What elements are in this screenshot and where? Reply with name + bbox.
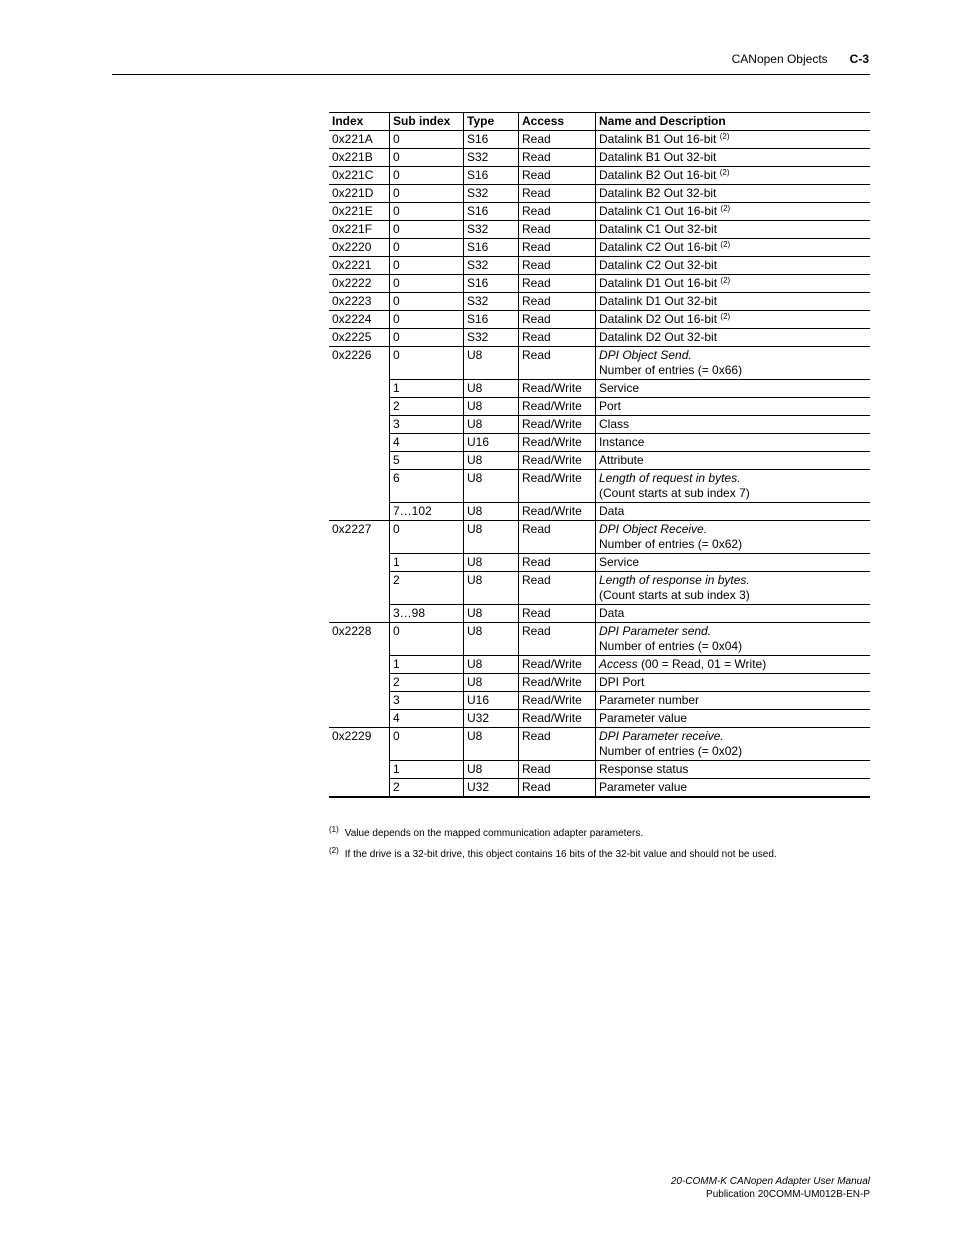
cell-index: 0x2223 [329, 293, 390, 311]
table-row [329, 311, 870, 329]
table-row [329, 605, 870, 623]
column-header: Index [329, 113, 390, 131]
cell-type: U8 [464, 380, 519, 398]
footnotes [329, 825, 870, 870]
footnote-ref: (2) [719, 132, 730, 141]
name-text: DPI Port [599, 675, 645, 689]
table-row [329, 656, 870, 674]
cell-type: S32 [464, 149, 519, 167]
cell-name-description [596, 416, 871, 434]
name-text: Datalink C1 Out 16-bit [599, 204, 718, 218]
cell-sub-index: 1 [390, 656, 464, 674]
name-text: Parameter value [599, 780, 688, 794]
name-text: Datalink C1 Out 32-bit [599, 222, 718, 236]
cell-sub-index: 0 [390, 623, 464, 656]
cell-sub-index: 0 [390, 347, 464, 380]
cell-index: 0x221F [329, 221, 390, 239]
cell-index: 0x2224 [329, 311, 390, 329]
name-text: Datalink B2 Out 16-bit [599, 168, 717, 182]
footnote-ref: (2) [720, 240, 731, 249]
table-row [329, 221, 870, 239]
name-italic-text: DPI Object Send. [599, 348, 692, 362]
cell-type: U8 [464, 347, 519, 380]
cell-index [329, 554, 390, 572]
cell-sub-index: 0 [390, 293, 464, 311]
cell-type: U8 [464, 623, 519, 656]
cell-index: 0x221D [329, 185, 390, 203]
table-header-row [329, 113, 870, 131]
cell-type: U8 [464, 521, 519, 554]
table-row [329, 452, 870, 470]
cell-index: 0x2221 [329, 257, 390, 275]
cell-sub-index: 0 [390, 167, 464, 185]
cell-name-description [596, 347, 871, 380]
column-header: Sub index [390, 113, 464, 131]
cell-name-description [596, 554, 871, 572]
cell-type: S32 [464, 293, 519, 311]
name-text: Service [599, 381, 640, 395]
cell-name-description [596, 257, 871, 275]
cell-sub-index: 0 [390, 275, 464, 293]
cell-sub-index: 0 [390, 185, 464, 203]
cell-index [329, 674, 390, 692]
cell-sub-index: 5 [390, 452, 464, 470]
table-row [329, 674, 870, 692]
cell-access: Read [519, 257, 596, 275]
cell-sub-index: 6 [390, 470, 464, 503]
description-line: Number of entries (= 0x02) [599, 744, 743, 758]
table-row [329, 623, 870, 656]
cell-name-description [596, 221, 871, 239]
name-text: Datalink D1 Out 16-bit [599, 276, 718, 290]
cell-name-description [596, 293, 871, 311]
cell-name-description [596, 710, 871, 728]
name-text: Datalink D2 Out 32-bit [599, 330, 718, 344]
cell-type: S16 [464, 131, 519, 149]
canopen-objects-table [329, 112, 870, 798]
cell-index: 0x2222 [329, 275, 390, 293]
table-row [329, 710, 870, 728]
cell-access: Read/Write [519, 503, 596, 521]
cell-name-description [596, 203, 871, 221]
name-italic-text: Access [599, 657, 638, 671]
cell-type: S32 [464, 221, 519, 239]
cell-access: Read [519, 761, 596, 779]
cell-sub-index: 2 [390, 398, 464, 416]
table-row [329, 293, 870, 311]
cell-index [329, 380, 390, 398]
table-row [329, 503, 870, 521]
table-body [329, 131, 870, 798]
name-text: Response status [599, 762, 689, 776]
cell-name-description [596, 275, 871, 293]
cell-access: Read [519, 521, 596, 554]
cell-name-description [596, 185, 871, 203]
cell-index [329, 398, 390, 416]
cell-index [329, 761, 390, 779]
cell-sub-index: 0 [390, 131, 464, 149]
cell-type: S16 [464, 311, 519, 329]
cell-sub-index: 0 [390, 221, 464, 239]
cell-sub-index: 7…102 [390, 503, 464, 521]
cell-access: Read [519, 221, 596, 239]
cell-type: U8 [464, 452, 519, 470]
table-row [329, 692, 870, 710]
cell-access: Read [519, 185, 596, 203]
description-line: Number of entries (= 0x62) [599, 537, 743, 551]
cell-type: S16 [464, 167, 519, 185]
cell-type: U16 [464, 692, 519, 710]
cell-name-description [596, 452, 871, 470]
cell-sub-index: 0 [390, 239, 464, 257]
section-title: CANopen Objects [731, 52, 828, 66]
name-text: Datalink B2 Out 32-bit [599, 186, 717, 200]
cell-index [329, 710, 390, 728]
name-text: Parameter value [599, 711, 688, 725]
cell-index [329, 503, 390, 521]
table-row [329, 167, 870, 185]
footnote-ref: (2) [720, 276, 731, 285]
cell-index [329, 656, 390, 674]
cell-sub-index: 0 [390, 311, 464, 329]
cell-type: U8 [464, 416, 519, 434]
cell-name-description [596, 605, 871, 623]
page-number: C-3 [849, 52, 869, 66]
name-text: Datalink D2 Out 16-bit [599, 312, 718, 326]
footnote-ref: (2) [719, 168, 730, 177]
cell-name-description [596, 239, 871, 257]
cell-access: Read [519, 347, 596, 380]
cell-type: S16 [464, 203, 519, 221]
cell-type: U32 [464, 710, 519, 728]
cell-index [329, 605, 390, 623]
cell-name-description [596, 329, 871, 347]
cell-sub-index: 1 [390, 761, 464, 779]
name-text: Attribute [599, 453, 644, 467]
cell-sub-index: 0 [390, 521, 464, 554]
cell-sub-index: 2 [390, 779, 464, 798]
name-text: Datalink C2 Out 32-bit [599, 258, 718, 272]
cell-index [329, 416, 390, 434]
table-row [329, 572, 870, 605]
cell-name-description [596, 398, 871, 416]
table-row [329, 275, 870, 293]
cell-index: 0x221E [329, 203, 390, 221]
cell-sub-index: 0 [390, 203, 464, 221]
cell-sub-index: 3 [390, 692, 464, 710]
table-row [329, 416, 870, 434]
name-italic-text: DPI Parameter send. [599, 624, 712, 638]
cell-index [329, 692, 390, 710]
cell-type: U8 [464, 572, 519, 605]
footnote-text: Value depends on the mapped communication adapter parameters. [344, 828, 644, 839]
table-row [329, 347, 870, 380]
cell-access: Read [519, 779, 596, 798]
cell-access: Read/Write [519, 470, 596, 503]
cell-index: 0x221B [329, 149, 390, 167]
page-header [732, 52, 869, 66]
cell-access: Read/Write [519, 380, 596, 398]
cell-index: 0x2228 [332, 624, 372, 638]
cell-type: U32 [464, 779, 519, 798]
cell-index: 0x221C [329, 167, 390, 185]
cell-access: Read/Write [519, 710, 596, 728]
table-row [329, 554, 870, 572]
table-row [329, 761, 870, 779]
name-text: Data [599, 606, 625, 620]
cell-type: U8 [464, 674, 519, 692]
cell-index [329, 434, 390, 452]
cell-access: Read [519, 554, 596, 572]
cell-index [329, 779, 390, 798]
table-row [329, 149, 870, 167]
cell-name-description [596, 623, 871, 656]
table-row [329, 203, 870, 221]
header-divider [112, 74, 870, 75]
name-text: Class [599, 417, 630, 431]
cell-sub-index: 0 [390, 329, 464, 347]
description-line: (Count starts at sub index 3) [599, 588, 750, 602]
footnote-mark: (2) [329, 846, 339, 855]
description-line: (Count starts at sub index 7) [599, 486, 750, 500]
cell-index: 0x2229 [332, 729, 372, 743]
table-row [329, 728, 870, 761]
cell-name-description [596, 131, 871, 149]
cell-access: Read [519, 605, 596, 623]
name-text: Service [599, 555, 640, 569]
cell-type: U8 [464, 398, 519, 416]
cell-access: Read [519, 167, 596, 185]
cell-name-description [596, 380, 871, 398]
cell-name-description [596, 470, 871, 503]
cell-access: Read [519, 293, 596, 311]
name-text: Parameter number [599, 693, 700, 707]
cell-name-description [596, 674, 871, 692]
footnote-mark: (1) [329, 825, 339, 834]
page-footer [671, 1175, 870, 1201]
cell-name-description [596, 434, 871, 452]
table-row [329, 521, 870, 554]
cell-sub-index: 0 [390, 257, 464, 275]
cell-type: U8 [464, 503, 519, 521]
cell-name-description [596, 761, 871, 779]
cell-type: S16 [464, 239, 519, 257]
cell-sub-index: 0 [390, 149, 464, 167]
footnote [329, 846, 870, 860]
cell-name-description [596, 779, 871, 798]
name-text: Instance [599, 435, 645, 449]
cell-name-description [596, 311, 871, 329]
cell-index: 0x2225 [329, 329, 390, 347]
cell-access: Read [519, 131, 596, 149]
cell-sub-index: 1 [390, 380, 464, 398]
cell-access: Read/Write [519, 674, 596, 692]
cell-name-description [596, 149, 871, 167]
column-header: Type [464, 113, 519, 131]
cell-access: Read [519, 329, 596, 347]
column-header: Access [519, 113, 596, 131]
cell-index [329, 470, 390, 503]
cell-type: U8 [464, 605, 519, 623]
cell-access: Read [519, 311, 596, 329]
cell-sub-index: 3 [390, 416, 464, 434]
cell-index: 0x2220 [329, 239, 390, 257]
cell-name-description [596, 503, 871, 521]
cell-index: 0x2227 [332, 522, 372, 536]
cell-index: 0x2226 [332, 348, 372, 362]
cell-access: Read/Write [519, 398, 596, 416]
cell-access: Read/Write [519, 452, 596, 470]
manual-title: 20-COMM-K CANopen Adapter User Manual [670, 1176, 870, 1187]
cell-name-description [596, 728, 871, 761]
cell-type: U8 [464, 728, 519, 761]
table-row [329, 779, 870, 798]
name-italic-text: Length of response in bytes. [599, 573, 750, 587]
name-italic-text: DPI Object Receive. [599, 522, 708, 536]
cell-access: Read/Write [519, 656, 596, 674]
description-line: Number of entries (= 0x66) [599, 363, 743, 377]
name-text: Datalink C2 Out 16-bit [599, 240, 718, 254]
name-italic-text: DPI Parameter receive. [599, 729, 724, 743]
cell-access: Read [519, 728, 596, 761]
cell-index [329, 452, 390, 470]
cell-access: Read/Write [519, 692, 596, 710]
cell-type: U8 [464, 761, 519, 779]
cell-sub-index: 4 [390, 434, 464, 452]
table-row [329, 239, 870, 257]
table-row [329, 131, 870, 149]
name-text: Data [599, 504, 625, 518]
cell-name-description [596, 521, 871, 554]
publication-number: Publication 20COMM-UM012B-EN-P [706, 1189, 870, 1200]
table-row [329, 380, 870, 398]
cell-access: Read [519, 203, 596, 221]
cell-type: U8 [464, 470, 519, 503]
cell-access: Read/Write [519, 416, 596, 434]
footnote-text: If the drive is a 32-bit drive, this object contains 16 bits of the 32-bit value and should not be used. [344, 849, 777, 860]
cell-type: S32 [464, 329, 519, 347]
table-row [329, 434, 870, 452]
name-text: Datalink B1 Out 32-bit [599, 150, 717, 164]
cell-index [329, 572, 390, 605]
table-row [329, 185, 870, 203]
column-header: Name and Description [596, 113, 871, 131]
table-row [329, 470, 870, 503]
cell-type: U8 [464, 554, 519, 572]
cell-type: U8 [464, 656, 519, 674]
name-text: Port [599, 399, 622, 413]
cell-type: S32 [464, 185, 519, 203]
cell-access: Read [519, 623, 596, 656]
name-text: Datalink B1 Out 16-bit [599, 132, 717, 146]
table-row [329, 398, 870, 416]
cell-sub-index: 0 [390, 728, 464, 761]
name-text: Datalink D1 Out 32-bit [599, 294, 718, 308]
cell-access: Read [519, 239, 596, 257]
cell-type: S16 [464, 275, 519, 293]
cell-sub-index: 3…98 [390, 605, 464, 623]
footnote [329, 825, 870, 839]
cell-access: Read [519, 149, 596, 167]
cell-index: 0x221A [329, 131, 390, 149]
cell-type: U16 [464, 434, 519, 452]
cell-name-description [596, 656, 871, 674]
table-row [329, 329, 870, 347]
cell-sub-index: 2 [390, 572, 464, 605]
cell-access: Read [519, 275, 596, 293]
cell-access: Read/Write [519, 434, 596, 452]
name-italic-text: Length of request in bytes. [599, 471, 741, 485]
cell-access: Read [519, 572, 596, 605]
cell-type: S32 [464, 257, 519, 275]
table-row [329, 257, 870, 275]
cell-sub-index: 4 [390, 710, 464, 728]
cell-sub-index: 2 [390, 674, 464, 692]
description-line: Number of entries (= 0x04) [599, 639, 743, 653]
footnote-ref: (2) [720, 312, 731, 321]
cell-name-description [596, 572, 871, 605]
name-rest-text: (00 = Read, 01 = Write) [637, 657, 767, 671]
cell-name-description [596, 692, 871, 710]
footnote-ref: (2) [720, 204, 731, 213]
cell-name-description [596, 167, 871, 185]
cell-sub-index: 1 [390, 554, 464, 572]
